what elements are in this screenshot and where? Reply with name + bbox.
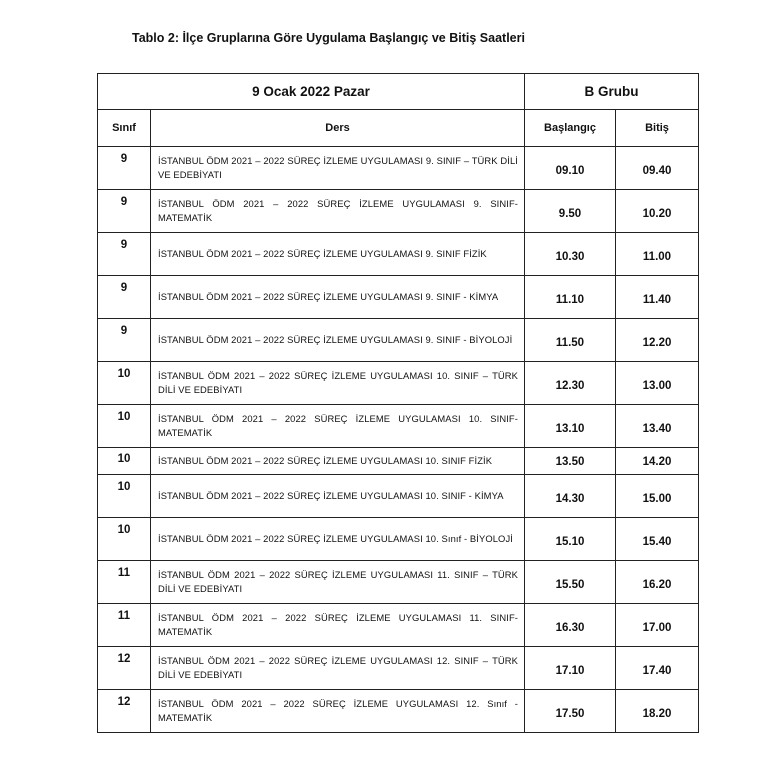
baslangic-cell: 14.30 <box>525 475 616 518</box>
header-group: B Grubu <box>525 74 699 110</box>
baslangic-cell: 15.50 <box>525 561 616 604</box>
bitis-cell: 17.00 <box>616 604 699 647</box>
table-row <box>98 604 699 647</box>
table-row <box>98 448 699 475</box>
baslangic-cell: 9.50 <box>525 190 616 233</box>
sinif-cell: 9 <box>98 233 151 276</box>
baslangic-cell: 17.50 <box>525 690 616 733</box>
ders-cell: İSTANBUL ÖDM 2021 – 2022 SÜREÇ İZLEME UYGULAMASI 12. SINIF – TÜRK DİLİ VE EDEBİYATI <box>151 647 525 690</box>
bitis-cell: 13.40 <box>616 405 699 448</box>
sinif-cell: 9 <box>98 147 151 190</box>
ders-cell: İSTANBUL ÖDM 2021 – 2022 SÜREÇ İZLEME UYGULAMASI 9. SINIF - BİYOLOJİ <box>151 319 525 362</box>
ders-cell: İSTANBUL ÖDM 2021 – 2022 SÜREÇ İZLEME UYGULAMASI 10. SINIF – TÜRK DİLİ VE EDEBİYATI <box>151 362 525 405</box>
sinif-cell: 9 <box>98 319 151 362</box>
ders-cell: İSTANBUL ÖDM 2021 – 2022 SÜREÇ İZLEME UYGULAMASI 10. SINIF - KİMYA <box>151 475 525 518</box>
sinif-cell: 12 <box>98 647 151 690</box>
bitis-cell: 13.00 <box>616 362 699 405</box>
bitis-cell: 11.00 <box>616 233 699 276</box>
column-header-baslangic: Başlangıç <box>525 110 616 147</box>
baslangic-cell: 12.30 <box>525 362 616 405</box>
table-row <box>98 647 699 690</box>
bitis-cell: 14.20 <box>616 448 699 475</box>
baslangic-cell: 13.10 <box>525 405 616 448</box>
table-row <box>98 147 699 190</box>
sinif-cell: 10 <box>98 448 151 475</box>
header-date: 9 Ocak 2022 Pazar <box>98 74 525 110</box>
baslangic-cell: 13.50 <box>525 448 616 475</box>
table-row <box>98 518 699 561</box>
ders-cell: İSTANBUL ÖDM 2021 – 2022 SÜREÇ İZLEME UYGULAMASI 9. SINIF – TÜRK DİLİ VE EDEBİYATI <box>151 147 525 190</box>
baslangic-cell: 15.10 <box>525 518 616 561</box>
table-row <box>98 561 699 604</box>
sinif-cell: 10 <box>98 362 151 405</box>
table-row <box>98 362 699 405</box>
header-row-date <box>98 74 699 110</box>
sinif-cell: 10 <box>98 475 151 518</box>
table-row <box>98 233 699 276</box>
sinif-cell: 12 <box>98 690 151 733</box>
ders-cell: İSTANBUL ÖDM 2021 – 2022 SÜREÇ İZLEME UYGULAMASI 10. SINIF FİZİK <box>151 448 525 475</box>
table-row <box>98 276 699 319</box>
header-row-columns <box>98 110 699 147</box>
bitis-cell: 12.20 <box>616 319 699 362</box>
sinif-cell: 9 <box>98 276 151 319</box>
bitis-cell: 15.40 <box>616 518 699 561</box>
bitis-cell: 17.40 <box>616 647 699 690</box>
sinif-cell: 11 <box>98 561 151 604</box>
schedule-table <box>97 73 699 733</box>
sinif-cell: 10 <box>98 518 151 561</box>
baslangic-cell: 16.30 <box>525 604 616 647</box>
table-row <box>98 475 699 518</box>
ders-cell: İSTANBUL ÖDM 2021 – 2022 SÜREÇ İZLEME UYGULAMASI 11. SINIF- MATEMATİK <box>151 604 525 647</box>
baslangic-cell: 11.50 <box>525 319 616 362</box>
baslangic-cell: 09.10 <box>525 147 616 190</box>
baslangic-cell: 11.10 <box>525 276 616 319</box>
column-header-ders: Ders <box>151 110 525 147</box>
ders-cell: İSTANBUL ÖDM 2021 – 2022 SÜREÇ İZLEME UYGULAMASI 10. SINIF- MATEMATİK <box>151 405 525 448</box>
sinif-cell: 11 <box>98 604 151 647</box>
table-row <box>98 405 699 448</box>
bitis-cell: 15.00 <box>616 475 699 518</box>
schedule-table-body <box>98 74 699 733</box>
table-row <box>98 319 699 362</box>
ders-cell: İSTANBUL ÖDM 2021 – 2022 SÜREÇ İZLEME UYGULAMASI 12. Sınıf - MATEMATİK <box>151 690 525 733</box>
table-caption: Tablo 2: İlçe Gruplarına Göre Uygulama Başlangıç ve Bitiş Saatleri <box>132 31 525 45</box>
bitis-cell: 18.20 <box>616 690 699 733</box>
column-header-bitis: Bitiş <box>616 110 699 147</box>
bitis-cell: 11.40 <box>616 276 699 319</box>
ders-cell: İSTANBUL ÖDM 2021 – 2022 SÜREÇ İZLEME UYGULAMASI 9. SINIF- MATEMATİK <box>151 190 525 233</box>
ders-cell: İSTANBUL ÖDM 2021 – 2022 SÜREÇ İZLEME UYGULAMASI 9. SINIF FİZİK <box>151 233 525 276</box>
bitis-cell: 09.40 <box>616 147 699 190</box>
baslangic-cell: 17.10 <box>525 647 616 690</box>
table-row <box>98 190 699 233</box>
bitis-cell: 16.20 <box>616 561 699 604</box>
sinif-cell: 9 <box>98 190 151 233</box>
ders-cell: İSTANBUL ÖDM 2021 – 2022 SÜREÇ İZLEME UYGULAMASI 9. SINIF - KİMYA <box>151 276 525 319</box>
ders-cell: İSTANBUL ÖDM 2021 – 2022 SÜREÇ İZLEME UYGULAMASI 10. Sınıf - BİYOLOJİ <box>151 518 525 561</box>
table-row <box>98 690 699 733</box>
baslangic-cell: 10.30 <box>525 233 616 276</box>
ders-cell: İSTANBUL ÖDM 2021 – 2022 SÜREÇ İZLEME UYGULAMASI 11. SINIF – TÜRK DİLİ VE EDEBİYATI <box>151 561 525 604</box>
column-header-sinif: Sınıf <box>98 110 151 147</box>
sinif-cell: 10 <box>98 405 151 448</box>
bitis-cell: 10.20 <box>616 190 699 233</box>
